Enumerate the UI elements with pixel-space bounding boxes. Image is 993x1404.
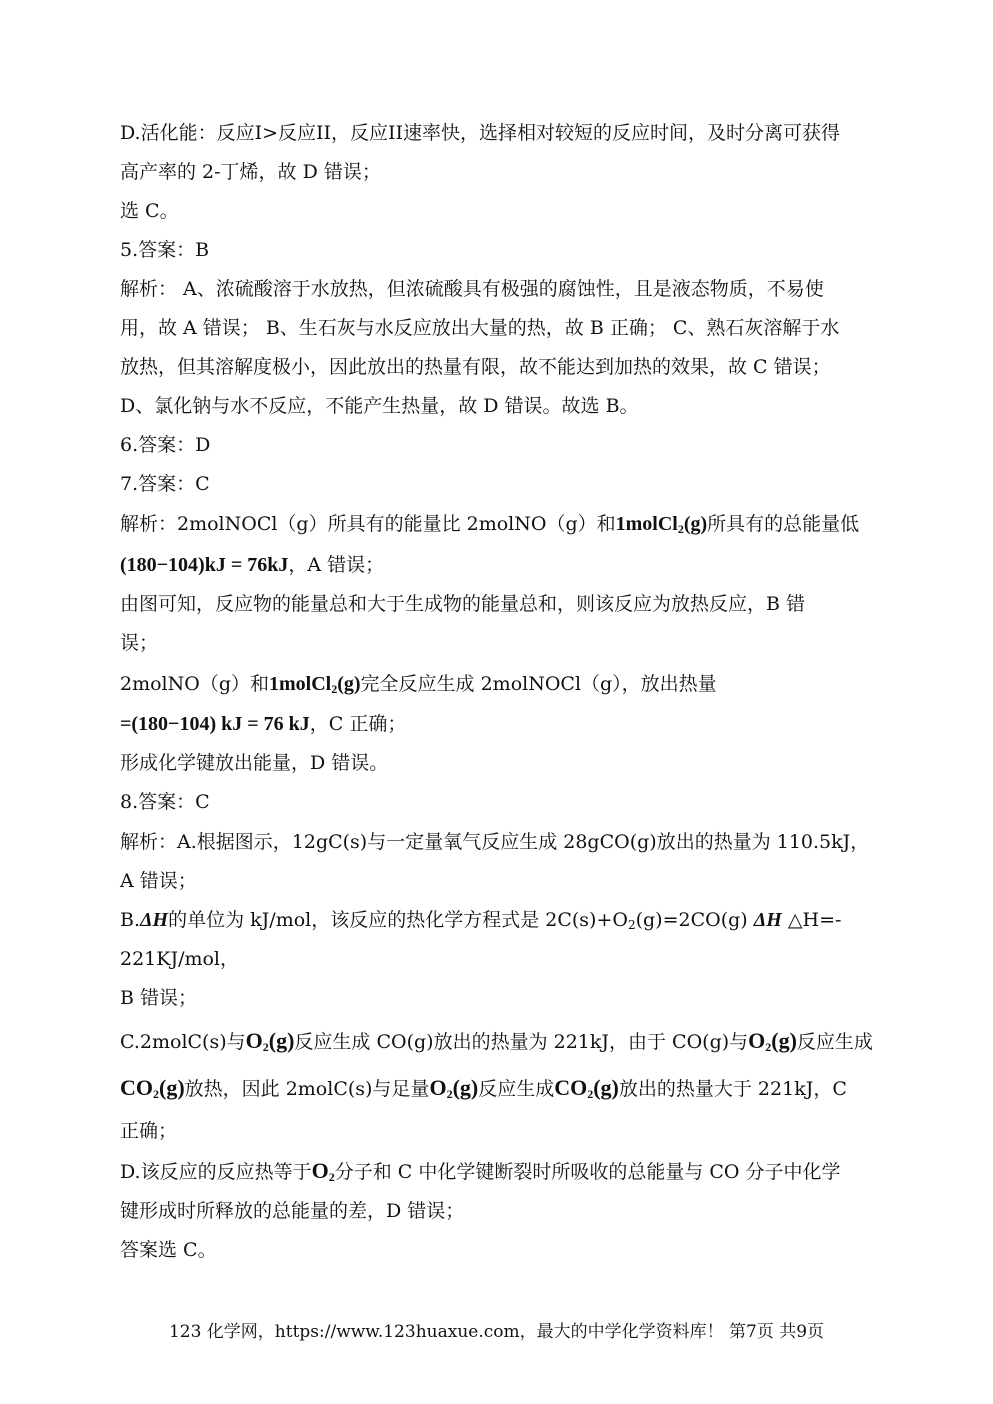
text-line: 误； — [120, 632, 159, 654]
formula-part: (g) — [337, 673, 361, 695]
formula-part: (g) — [159, 1075, 185, 1100]
text-segment: ，C 正确； — [309, 713, 407, 735]
formula-subscript: 2 — [331, 682, 338, 696]
text-line: 选 C。 — [120, 200, 179, 222]
formula-subscript: 2 — [587, 1087, 594, 1101]
answer-6: 6.答案：D — [120, 434, 211, 456]
answer-5: 5.答案：B — [120, 239, 210, 261]
text-segment: 解析：2molNOCl（g）所具有的能量比 2molNO（g）和 — [120, 513, 616, 535]
text-line — [120, 907, 841, 933]
formula — [246, 1028, 295, 1053]
text-line: D、氯化钠与水不反应，不能产生热量，故 D 错误。故选 B。 — [120, 395, 639, 417]
text-segment: D.该反应的反应热等于 — [120, 1161, 312, 1183]
formula-subscript: 2 — [765, 1040, 772, 1054]
text-line — [120, 1028, 873, 1055]
answer-7: 7.答案：C — [120, 473, 210, 495]
text-line: 解析：A.根据图示，12gC(s)与一定量氧气反应生成 28gCO(g)放出的热量为 110.5kJ， — [120, 831, 870, 853]
text-line — [120, 511, 859, 537]
formula-part: CO — [120, 1075, 153, 1100]
text-line: 解析： A、浓硫酸溶于水放热，但浓硫酸具有极强的腐蚀性，且是液态物质，不易使 — [120, 278, 824, 300]
page-footer: 123 化学网，https://www.123huaxue.com，最大的中学化学资料库！ 第7页 共9页 — [168, 1322, 825, 1342]
text-line: 高产率的 2-丁烯，故 D 错误； — [120, 161, 381, 183]
text-line: 形成化学键放出能量，D 错误。 — [120, 752, 389, 774]
formula-subscript: 2 — [446, 1087, 453, 1101]
text-line — [120, 711, 406, 737]
text-segment: 放热，因此 2molC(s)与足量 — [184, 1078, 430, 1100]
text-line: 答案选 C。 — [120, 1239, 217, 1261]
text-line: D.活化能：反应I>反应II，反应II速率快，选择相对较短的反应时间，及时分离可获得 — [120, 122, 841, 144]
text-segment: △H=- — [787, 909, 842, 931]
text-segment: (g)=2CO(g) — [635, 909, 748, 931]
formula — [120, 1075, 185, 1100]
formula: (180−104)kJ = 76kJ — [120, 554, 289, 576]
formula — [616, 513, 708, 535]
text-segment: 反应生成 CO(g)放出的热量为 221kJ，由于 CO(g)与 — [294, 1031, 749, 1053]
answer-8: 8.答案：C — [120, 791, 210, 813]
text-line: B 错误； — [120, 987, 198, 1009]
formula — [269, 673, 361, 695]
text-line: A 错误； — [120, 870, 197, 892]
text-segment: 2molNO（g）和 — [120, 673, 269, 695]
formula-part: 1molCl — [269, 673, 332, 695]
text-line: 键形成时所释放的总能量的差，D 错误； — [120, 1200, 465, 1222]
text-line — [120, 671, 717, 697]
formula — [312, 1158, 335, 1183]
text-segment: 放出的热量大于 221kJ，C — [618, 1078, 847, 1100]
formula-part: O — [429, 1075, 447, 1100]
formula-subscript: 2 — [627, 918, 636, 932]
formula-subscript: 2 — [262, 1040, 269, 1054]
formula-part: (g) — [683, 513, 708, 535]
text-segment: 反应生成 — [796, 1031, 873, 1053]
formula: =(180−104) kJ = 76 kJ — [120, 713, 310, 735]
text-line — [120, 1075, 847, 1102]
text-line — [120, 552, 384, 578]
delta-h-symbol: ΔH — [753, 909, 782, 931]
text-segment: 分子和 C 中化学键断裂时所吸收的总能量与 CO 分子中化学 — [334, 1161, 841, 1183]
text-line: 由图可知，反应物的能量总和大于生成物的能量总和，则该反应为放热反应，B 错 — [120, 593, 806, 615]
formula — [429, 1075, 478, 1100]
formula-part: 1molCl — [615, 513, 678, 535]
formula-subscript: 2 — [153, 1087, 159, 1101]
formula-part: (g) — [771, 1028, 797, 1053]
formula-part: (g) — [593, 1075, 619, 1100]
text-segment: 反应生成 — [478, 1078, 555, 1100]
delta-h-symbol: ΔH — [140, 909, 169, 931]
formula-part: CO — [554, 1075, 588, 1100]
text-segment: ，A 错误； — [288, 554, 385, 576]
formula-part: O — [245, 1028, 263, 1053]
text-segment: 的单位为 kJ/mol，该反应的热化学方程式是 2C(s)+O — [168, 909, 628, 931]
formula-part: (g) — [452, 1075, 479, 1100]
formula-part: O — [311, 1158, 329, 1183]
formula-part: O — [748, 1028, 766, 1053]
formula-subscript: 2 — [677, 522, 684, 536]
text-segment: B. — [120, 909, 141, 931]
text-line: 221KJ/mol， — [120, 948, 240, 970]
text-line — [120, 1158, 841, 1185]
formula — [554, 1075, 619, 1100]
text-segment: 所具有的总能量低 — [707, 513, 860, 535]
formula-part: (g) — [268, 1028, 295, 1053]
text-segment: 完全反应生成 2molNOCl（g），放出热量 — [360, 673, 717, 695]
text-line: 用，故 A 错误； B、生石灰与水反应放出大量的热，故 B 正确； C、熟石灰溶解于水 — [120, 317, 840, 339]
formula — [748, 1028, 797, 1053]
formula-subscript: 2 — [328, 1170, 335, 1184]
text-segment: C.2molC(s)与 — [120, 1031, 246, 1053]
text-line: 放热，但其溶解度极小，因此放出的热量有限，故不能达到加热的效果，故 C 错误； — [120, 356, 831, 378]
text-line: 正确； — [120, 1120, 178, 1142]
